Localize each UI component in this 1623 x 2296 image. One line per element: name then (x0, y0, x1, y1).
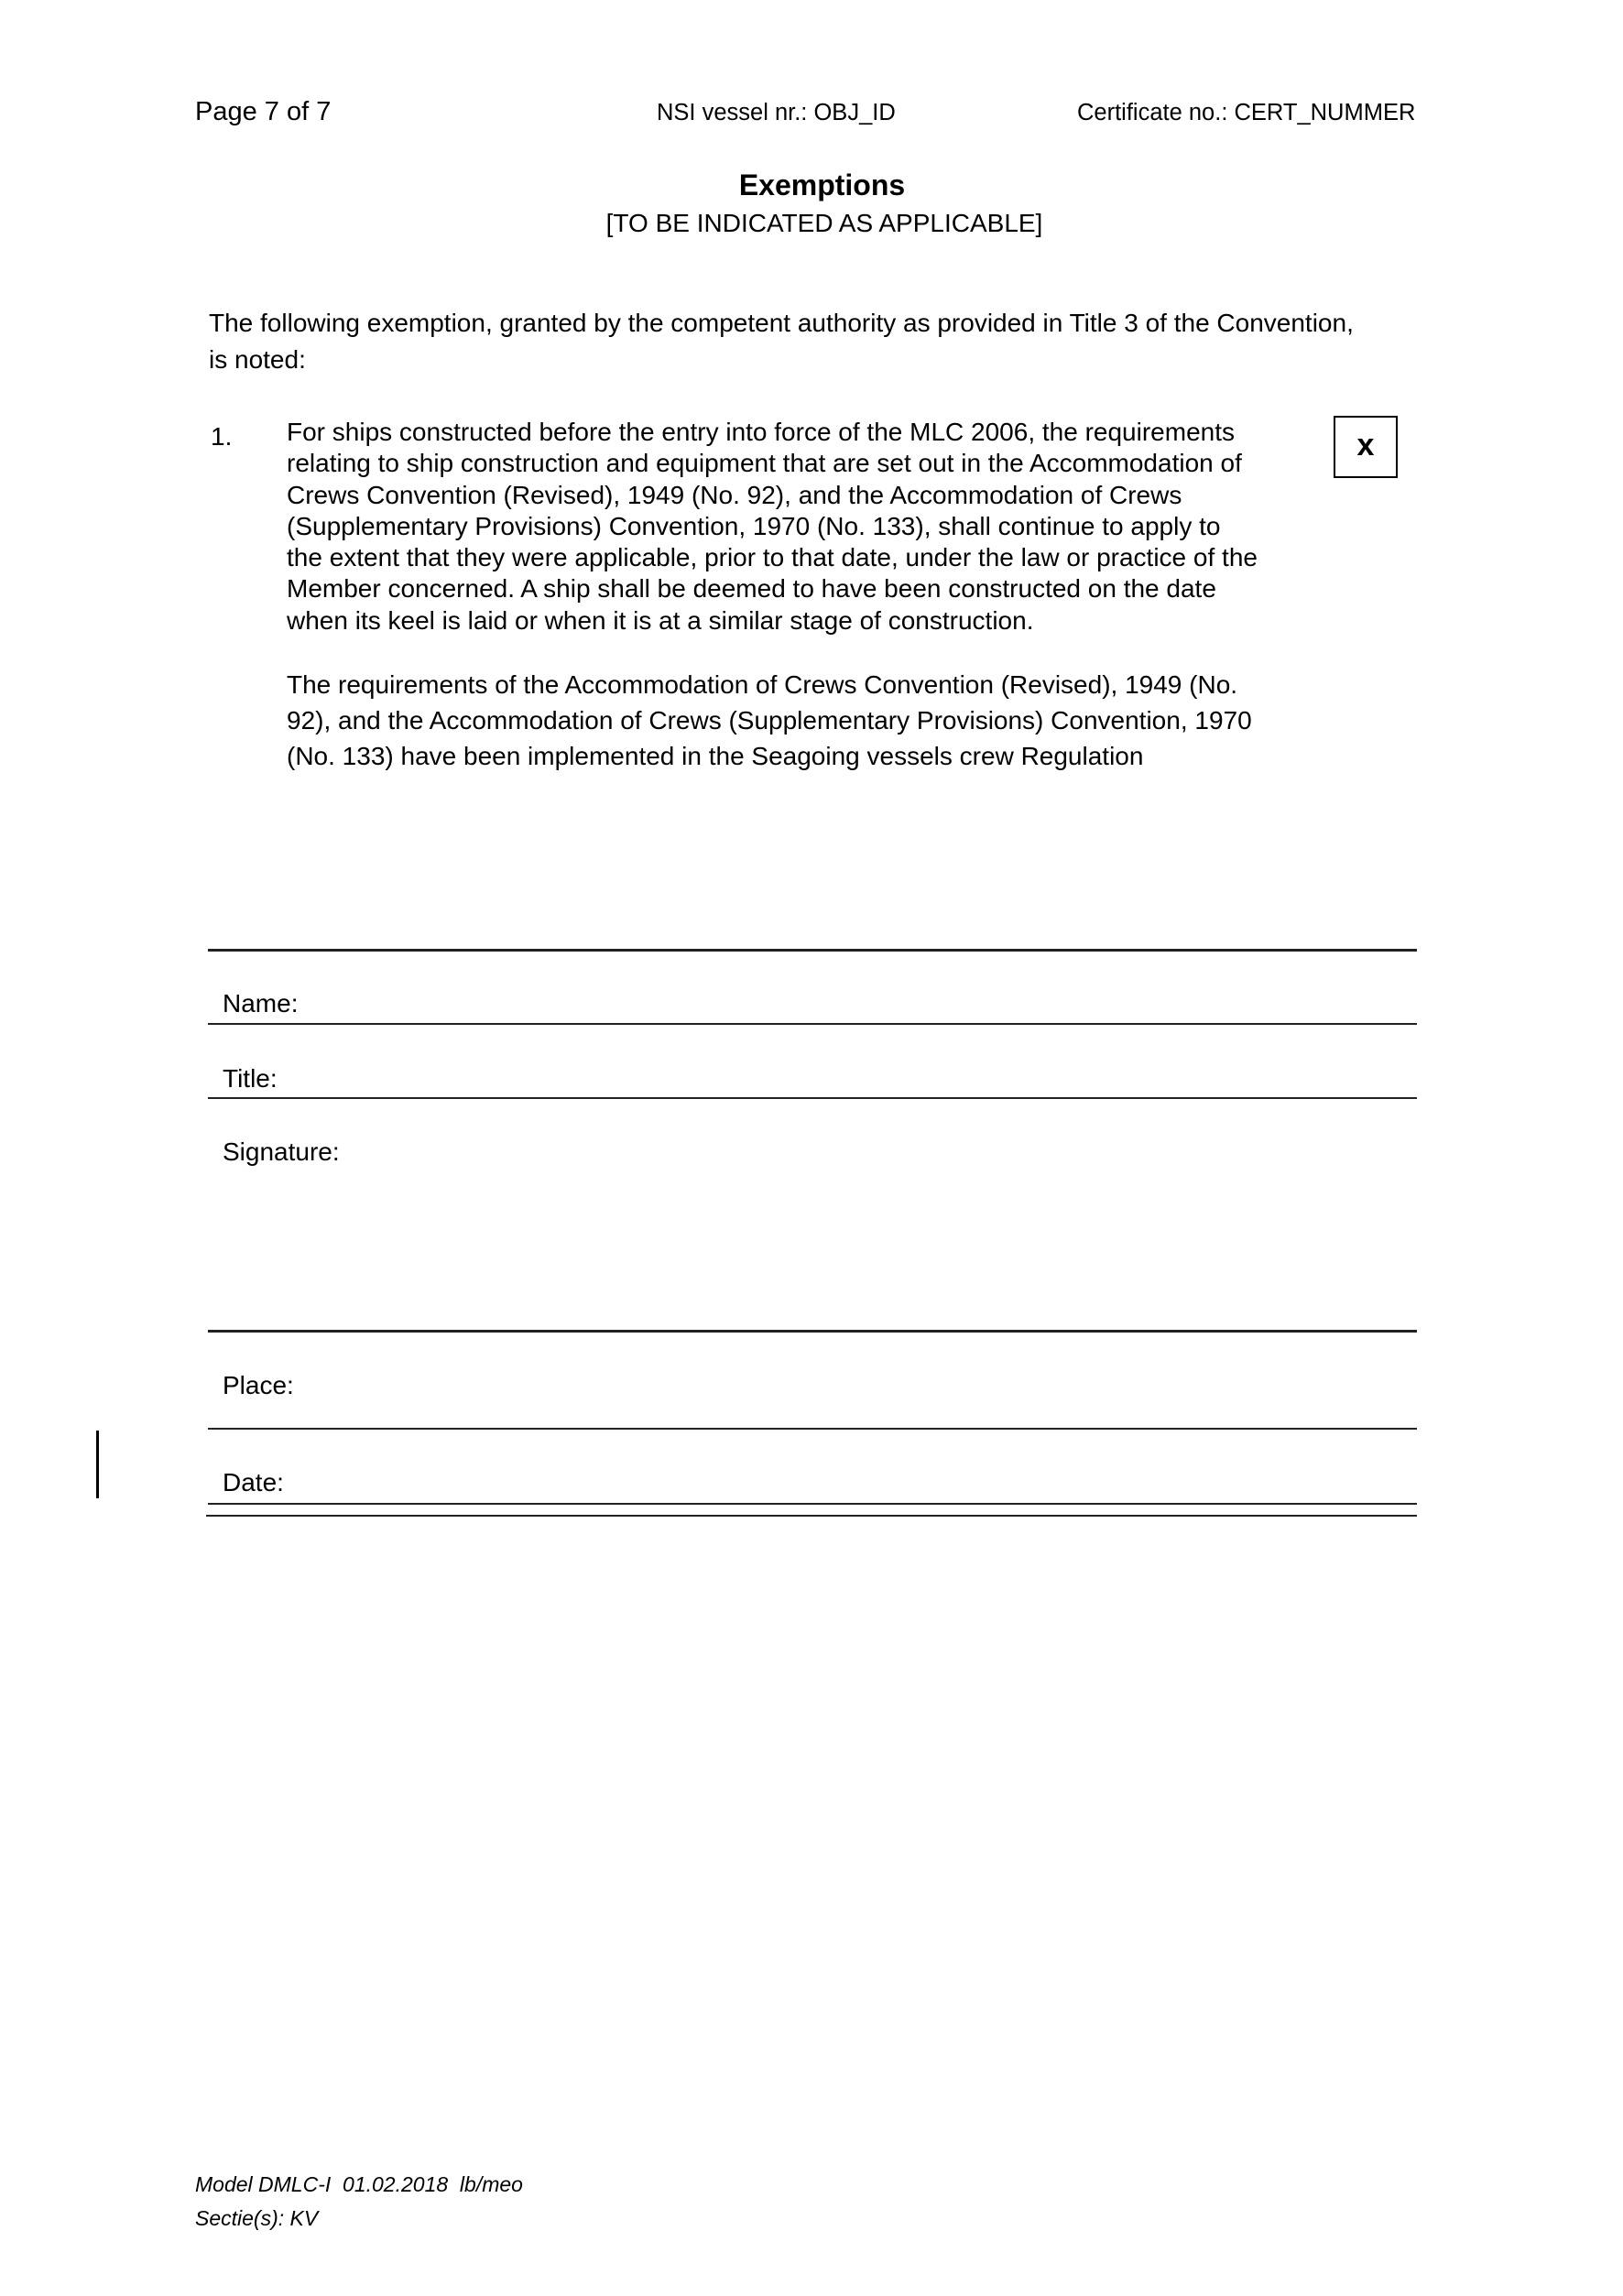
paragraph-line: relating to ship construction and equipment that are set out in the Accommodation of (287, 449, 1242, 478)
divider (206, 1515, 1417, 1517)
vessel-number: NSI vessel nr.: OBJ_ID (657, 100, 896, 125)
checkbox-mark: x (1356, 428, 1375, 462)
intro-line: The following exemption, granted by the competent authority as provided in Title 3 of the Convention, (209, 309, 1354, 337)
footer-model: Model DMLC-I 01.02.2018 lb/meo (195, 2172, 523, 2196)
paragraph-line: when its keel is laid or when it is at a similar stage of construction. (287, 605, 1034, 635)
item-implementation-note (287, 668, 1252, 774)
date-field[interactable] (208, 1503, 1417, 1505)
signature-label: Signature: (223, 1137, 340, 1166)
paragraph-line: For ships constructed before the entry into force of the MLC 2006, the requirements (287, 418, 1235, 446)
paragraph-line: the extent that they were applicable, prior to that date, under the law or practice of the (287, 543, 1258, 572)
title-label: Title: (223, 1064, 278, 1093)
paragraph-line: (Supplementary Provisions) Convention, 1970 (No. 133), shall continue to apply to (287, 511, 1221, 540)
intro-line: is noted: (209, 345, 306, 374)
title-field[interactable] (208, 1097, 1417, 1099)
exemption-checkbox[interactable] (1334, 416, 1398, 478)
place-label: Place: (223, 1371, 294, 1399)
name-field[interactable] (208, 1023, 1417, 1025)
paragraph-line: Member concerned. A ship shall be deemed to have been constructed on the date (287, 574, 1216, 604)
page-title: Exemptions (738, 169, 906, 201)
paragraph-line: Crews Convention (Revised), 1949 (No. 92), and the Accommodation of Crews (287, 480, 1182, 509)
signature-field[interactable] (208, 1330, 1417, 1333)
certificate-number: Certificate no.: CERT_NUMMER (1077, 100, 1416, 125)
intro-text (209, 305, 1454, 378)
footer-sectie: Sectie(s): KV (195, 2206, 319, 2230)
paragraph-line: (No. 133) have been implemented in the Seagoing vessels crew Regulation (287, 741, 1144, 770)
date-label: Date: (223, 1468, 284, 1496)
item-number: 1. (211, 422, 233, 451)
paragraph-line: The requirements of the Accommodation of Crews Convention (Revised), 1949 (No. (287, 670, 1238, 699)
page-indicator: Page 7 of 7 (195, 97, 332, 126)
divider (208, 949, 1417, 952)
paragraph-line: 92), and the Accommodation of Crews (Supplementary Provisions) Convention, 1970 (287, 705, 1252, 735)
name-label: Name: (223, 989, 299, 1017)
place-field[interactable] (208, 1428, 1417, 1430)
item-paragraph (287, 417, 1258, 637)
page-subtitle: [TO BE INDICATED AS APPLICABLE] (605, 209, 1043, 237)
revision-bar (96, 1431, 99, 1498)
